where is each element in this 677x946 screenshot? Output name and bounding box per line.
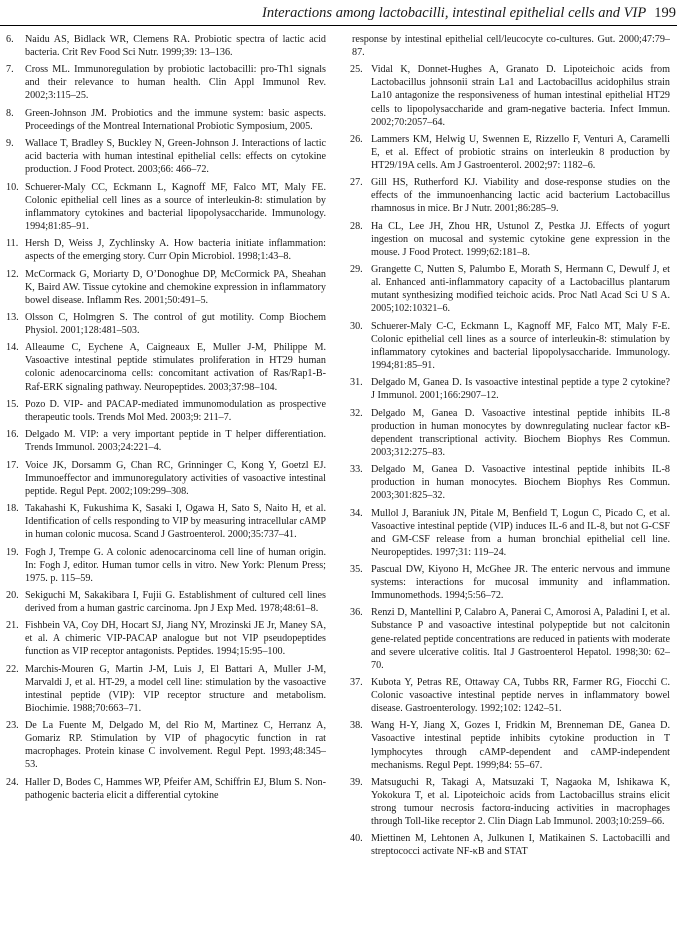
reference-text: Cross ML. Immunoregulation by probiotic lactobacilli: pro-Th1 signals and their relevance to human health. Clin Appl Immunol Rev. 2002;3:115–25. [25, 64, 326, 102]
reference-item [6, 546, 326, 585]
reference-text: Ha CL, Lee JH, Zhou HR, Ustunol Z, Pestka JJ. Effects of yogurt ingestion on mucosal and systemic cytokine gene expression in the mouse. J Food Protect. 1999;62:181–8. [371, 220, 670, 258]
reference-text: Kubota Y, Petras RE, Ottaway CA, Tubbs RR, Farmer RG, Fiocchi C. Colonic vasoactive intestinal peptide nerves in inflammatory bowel disease. Gastroenterology. 1992;102: 1242–51. [371, 676, 670, 715]
reference-number: 12. [6, 268, 19, 280]
reference-number: 18. [6, 503, 19, 515]
reference-text: Delgado M. VIP: a very important peptide in T helper differentiation. Trends Immunol. 2003;24:221–4. [25, 429, 326, 454]
reference-text: Olsson C, Holmgren S. The control of gut motility. Comp Biochem Physiol. 2001;128:481–503. [25, 311, 326, 337]
reference-text: Voice JK, Dorsamm G, Chan RC, Grinninger C, Kong Y, Goetzl EJ. Immunoeffector and immunoregulatory activities of vasoactive intestinal peptide. Regul Pept. 2002;109:299–308. [25, 459, 326, 497]
reference-text: Schuerer-Maly C-C, Eckmann L, Kagnoff MF, Falco MT, Maly F-E. Colonic epithelial cell lines as a source of interleukin-8: stimulation by inflammatory cytokines and bacterial lipopolysaccharide. Immunology. 1994;81:85–91. [371, 320, 670, 371]
reference-number: 16. [6, 429, 19, 441]
reference-number: 31. [350, 377, 363, 389]
reference-text: Takahashi K, Fukushima K, Sasaki I, Ogawa H, Sato S, Naito H, et al. Identification of cells responding to VIP by measuring intracellular cAMP in human colonic mucosa. Scand J Gastroenterol. 2000;35:737–41. [25, 503, 326, 541]
reference-item [6, 268, 326, 307]
reference-text: Mullol J, Baraniuk JN, Pitale M, Benfield T, Logun C, Picado C, et al. Vasoactive intestinal peptide (VIP) induces IL-6 and IL-8, but not G-CSF and GM-CSF release from a human bronchial epithelial cell line. Neuropeptides. 1997;31: 119–24. [371, 507, 670, 558]
reference-number: 26. [350, 133, 363, 145]
reference-item [6, 502, 326, 541]
reference-item [350, 220, 670, 259]
reference-number: 21. [6, 620, 19, 632]
reference-text: Grangette C, Nutten S, Palumbo E, Morath S, Hermann C, Dewulf J, et al. Enhanced anti-inflammatory capacity of a Lactobacillus plantarum mutant synthesizing modified teichoic acids. Proc Natl Acad Sci U S A. 2005;102:10321–6. [371, 264, 670, 315]
reference-item [350, 63, 670, 128]
reference-item [350, 606, 670, 671]
reference-text: Marchis-Mouren G, Martin J-M, Luis J, El Battari A, Muller J-M, Marvaldi J, et al. HT-29, a model cell line: stimulation by the vasoactive intestinal peptide (VIP): VIP receptor structure and metabolism. Biochimie. 1988;70:663–71. [25, 663, 326, 714]
reference-item [350, 463, 670, 502]
reference-text: Green-Johnson JM. Probiotics and the immune system: basic aspects. Proceedings of the Montreal International Probiotic Symposium, 2005. [25, 107, 326, 132]
page-number: 199 [654, 5, 676, 21]
reference-number: 10. [6, 181, 19, 193]
reference-item [350, 719, 670, 771]
reference-text: Miettinen M, Lehtonen A, Julkunen I, Matikainen S. Lactobacilli and streptococci activate NF-κB and STAT [371, 833, 670, 858]
reference-number: 29. [350, 264, 363, 276]
reference-text: Delgado M, Ganea D. Is vasoactive intestinal peptide a type 2 cytokine? J Immunol. 2001;166:2907–12. [371, 377, 670, 402]
reference-text: McCormack G, Moriarty D, O’Donoghue DP, McCormick PA, Sheahan K, Baird AW. Tissue cytokine and chemokine expression in inflammatory bowel disease. Inflamm Res. 2001;50:491–5. [25, 268, 326, 306]
reference-item [350, 133, 670, 172]
reference-item [6, 137, 326, 176]
reference-item [6, 63, 326, 102]
reference-item [6, 33, 326, 59]
reference-item [350, 263, 670, 315]
reference-item [350, 776, 670, 828]
reference-item [350, 676, 670, 715]
reference-item [331, 33, 670, 59]
reference-item [6, 341, 326, 393]
reference-text: Schuerer-Maly CC, Eckmann L, Kagnoff MF, Falco MT, Maly FE. Colonic epithelial cell lines as a source of interleukin-8: stimulation by inflammatory cytokines and bacterial lipopolysaccharide. Immunology. 1994;81:85–91. [25, 181, 326, 232]
reference-list [6, 33, 326, 802]
reference-column-left [6, 33, 326, 806]
reference-number: 19. [6, 546, 19, 558]
reference-number: 23. [6, 720, 19, 732]
reference-number: 25. [350, 64, 363, 76]
reference-item [6, 663, 326, 715]
reference-number: 14. [6, 342, 19, 354]
reference-number: 9. [6, 138, 14, 150]
reference-number: 38. [350, 720, 363, 732]
reference-item [6, 107, 326, 133]
reference-text: Alleaume C, Eychene A, Caigneaux E, Muller J-M, Philippe M. Vasoactive intestinal peptide stimulates proliferation in HT29 human colonic adenocarcinoma cells: concomitant activation of Ras/Rap1-B-Raf-ERK signaling pathway. Neuropeptides. 2003;37:98–104. [25, 342, 326, 393]
reference-text: response by intestinal epithelial cell/leucocyte co-cultures. Gut. 2000;47:79–87. [352, 34, 670, 59]
reference-number: 36. [350, 607, 363, 619]
reference-number: 15. [6, 398, 19, 410]
reference-number: 32. [350, 407, 363, 419]
reference-text: Pozo D. VIP- and PACAP-mediated immunomodulation as prospective therapeutic tools. Trends Mol Med. 2003;9: 211–7. [25, 398, 326, 423]
reference-item [350, 832, 670, 858]
reference-number: 28. [350, 220, 363, 232]
reference-number: 11. [6, 238, 19, 250]
reference-text: Hersh D, Weiss J, Zychlinsky A. How bacteria initiate inflammation: aspects of the emerging story. Curr Opin Microbiol. 1998;1:43–8. [25, 238, 326, 263]
reference-item [6, 776, 326, 802]
reference-number: 24. [6, 776, 19, 788]
reference-text: Fogh J, Trempe G. A colonic adenocarcinoma cell line of human origin. In: Fogh J, editor. Human tumor cells in vitro. New York: Plenum Press; 1975. p. 115–59. [25, 546, 326, 584]
reference-item [6, 311, 326, 337]
header-rule [0, 25, 677, 26]
reference-number: 40. [350, 833, 363, 845]
reference-text: Matsuguchi R, Takagi A, Matsuzaki T, Nagaoka M, Ishikawa K, Yokokura T, et al. Lipoteichoic acids from Lactobacillus strains elicit strong tumour necrosis factorα-inducing activities in macrophages through Toll-like receptor 2. Clin Diagn Lab Immunol. 2003;10:259–66. [371, 776, 670, 828]
reference-item [6, 181, 326, 233]
reference-text: Delgado M, Ganea D. Vasoactive intestinal peptide inhibits IL-8 production in human monocytes by downregulating nuclear factor κB-dependent transcriptional activity. Biochem Biophys Res Commun. 2003;312:275–83. [371, 407, 670, 458]
reference-number: 35. [350, 564, 363, 575]
reference-text: Naidu AS, Bidlack WR, Clemens RA. Probiotic spectra of lactic acid bacteria. Crit Rev Food Sci Nutr. 1999;39: 13–136. [25, 34, 326, 59]
reference-item [6, 459, 326, 498]
reference-item [350, 376, 670, 402]
reference-number: 30. [350, 320, 363, 332]
reference-number: 8. [6, 107, 14, 119]
reference-number: 27. [350, 177, 363, 189]
reference-number: 37. [350, 676, 363, 688]
reference-number: 33. [350, 464, 363, 476]
reference-number: 39. [350, 776, 363, 788]
reference-text: Pascual DW, Kiyono H, McGhee JR. The enteric nervous and immune systems: interactions for mucosal immunity and inflammation. Immunomethods. 1994;5:56–72. [371, 564, 670, 602]
reference-text: Fishbein VA, Coy DH, Hocart SJ, Jiang NY, Mrozinski JE Jr, Maney SA, et al. A chimeric VIP-PACAP analogue but not VIP pseudopeptides function as VIP receptor antagonists. Peptides. 1994;15:95–100. [25, 620, 326, 658]
reference-text: Lammers KM, Helwig U, Swennen E, Rizzello F, Venturi A, Caramelli E, et al. Effect of probiotic strains on interleukin 8 production by HT29/19A cells. Am J Gastroenterol. 2002;97: 1182–6. [371, 133, 670, 172]
reference-item [350, 507, 670, 559]
reference-text: Delgado M, Ganea D. Vasoactive intestinal peptide inhibits IL-8 production in human monocytes. Biochem Biophys Res Commun. 2003;301:825–32. [371, 464, 670, 502]
reference-item [6, 398, 326, 424]
reference-column-right [350, 33, 670, 863]
reference-number: 20. [6, 589, 19, 601]
reference-item [350, 176, 670, 215]
reference-text: Wang H-Y, Jiang X, Gozes I, Fridkin M, Brenneman DE, Ganea D. Vasoactive intestinal peptide inhibits cytokine production in T lymphocytes through cAMP-dependent and cAMP-independent mechanisms. Regul Pept. 1999;84: 55–67. [371, 720, 670, 771]
reference-text: Wallace T, Bradley S, Buckley N, Green-Johnson J. Interactions of lactic acid bacteria with human intestinal epithelial cells: effects on cytokine production. J Food Protect. 2003;66: 466–72. [25, 138, 326, 176]
reference-list [350, 33, 670, 858]
reference-number: 13. [6, 311, 19, 323]
reference-text: Renzi D, Mantellini P, Calabro A, Panerai C, Amorosi A, Paladini I, et al. Substance P and vasoactive intestinal polypeptide but not calcitonin gene-related peptide concentrations are reduced in patients with moderate and severe ulcerative colitis. Ital J Gastroenterol Hepatol. 1998;30: 62–70. [371, 607, 670, 671]
reference-text: De La Fuente M, Delgado M, del Rio M, Martinez C, Herranz A, Gomariz RP. Stimulation by VIP of phagocytic function in rat macrophages. Protein kinase C involvement. Regul Pept. 1993;48:345–53. [25, 720, 326, 771]
reference-item [6, 719, 326, 771]
reference-number: 34. [350, 507, 363, 519]
reference-number: 22. [6, 663, 19, 675]
article-title: Interactions among lactobacilli, intestinal epithelial cells and VIP [262, 5, 647, 21]
reference-text: Haller D, Bodes C, Hammes WP, Pfeifer AM, Schiffrin EJ, Blum S. Non-pathogenic bacteria elicit a differential cytokine [25, 776, 326, 801]
reference-item [6, 428, 326, 454]
reference-item [6, 237, 326, 263]
running-head [262, 4, 676, 22]
reference-text: Sekiguchi M, Sakakibara I, Fujii G. Establishment of cultured cell lines derived from a human gastric carcinoma. Jpn J Exp Med. 1978;48:61–8. [25, 589, 326, 614]
reference-item [6, 619, 326, 658]
reference-number: 17. [6, 459, 19, 471]
reference-number: 7. [6, 64, 14, 76]
reference-item [350, 320, 670, 372]
reference-item [350, 563, 670, 602]
reference-text: Vidal K, Donnet-Hughes A, Granato D. Lipoteichoic acids from Lactobacillus johnsonii strain La1 and Lactobacillus acidophilus strain La10 antagonize the responsiveness of human intestinal epithelial HT29 cells to lipopolysaccharide and gram-negative bacteria. Infect Immun. 2002;70:2057–64. [371, 64, 670, 128]
reference-number: 6. [6, 34, 14, 45]
reference-item [350, 407, 670, 459]
reference-text: Gill HS, Rutherford KJ. Viability and dose-response studies on the effects of the immunoenhancing lactic acid bacterium Lactobacillus rhamnosus in mice. Br J Nutr. 2001;86:285–9. [371, 177, 670, 215]
reference-item [6, 589, 326, 615]
